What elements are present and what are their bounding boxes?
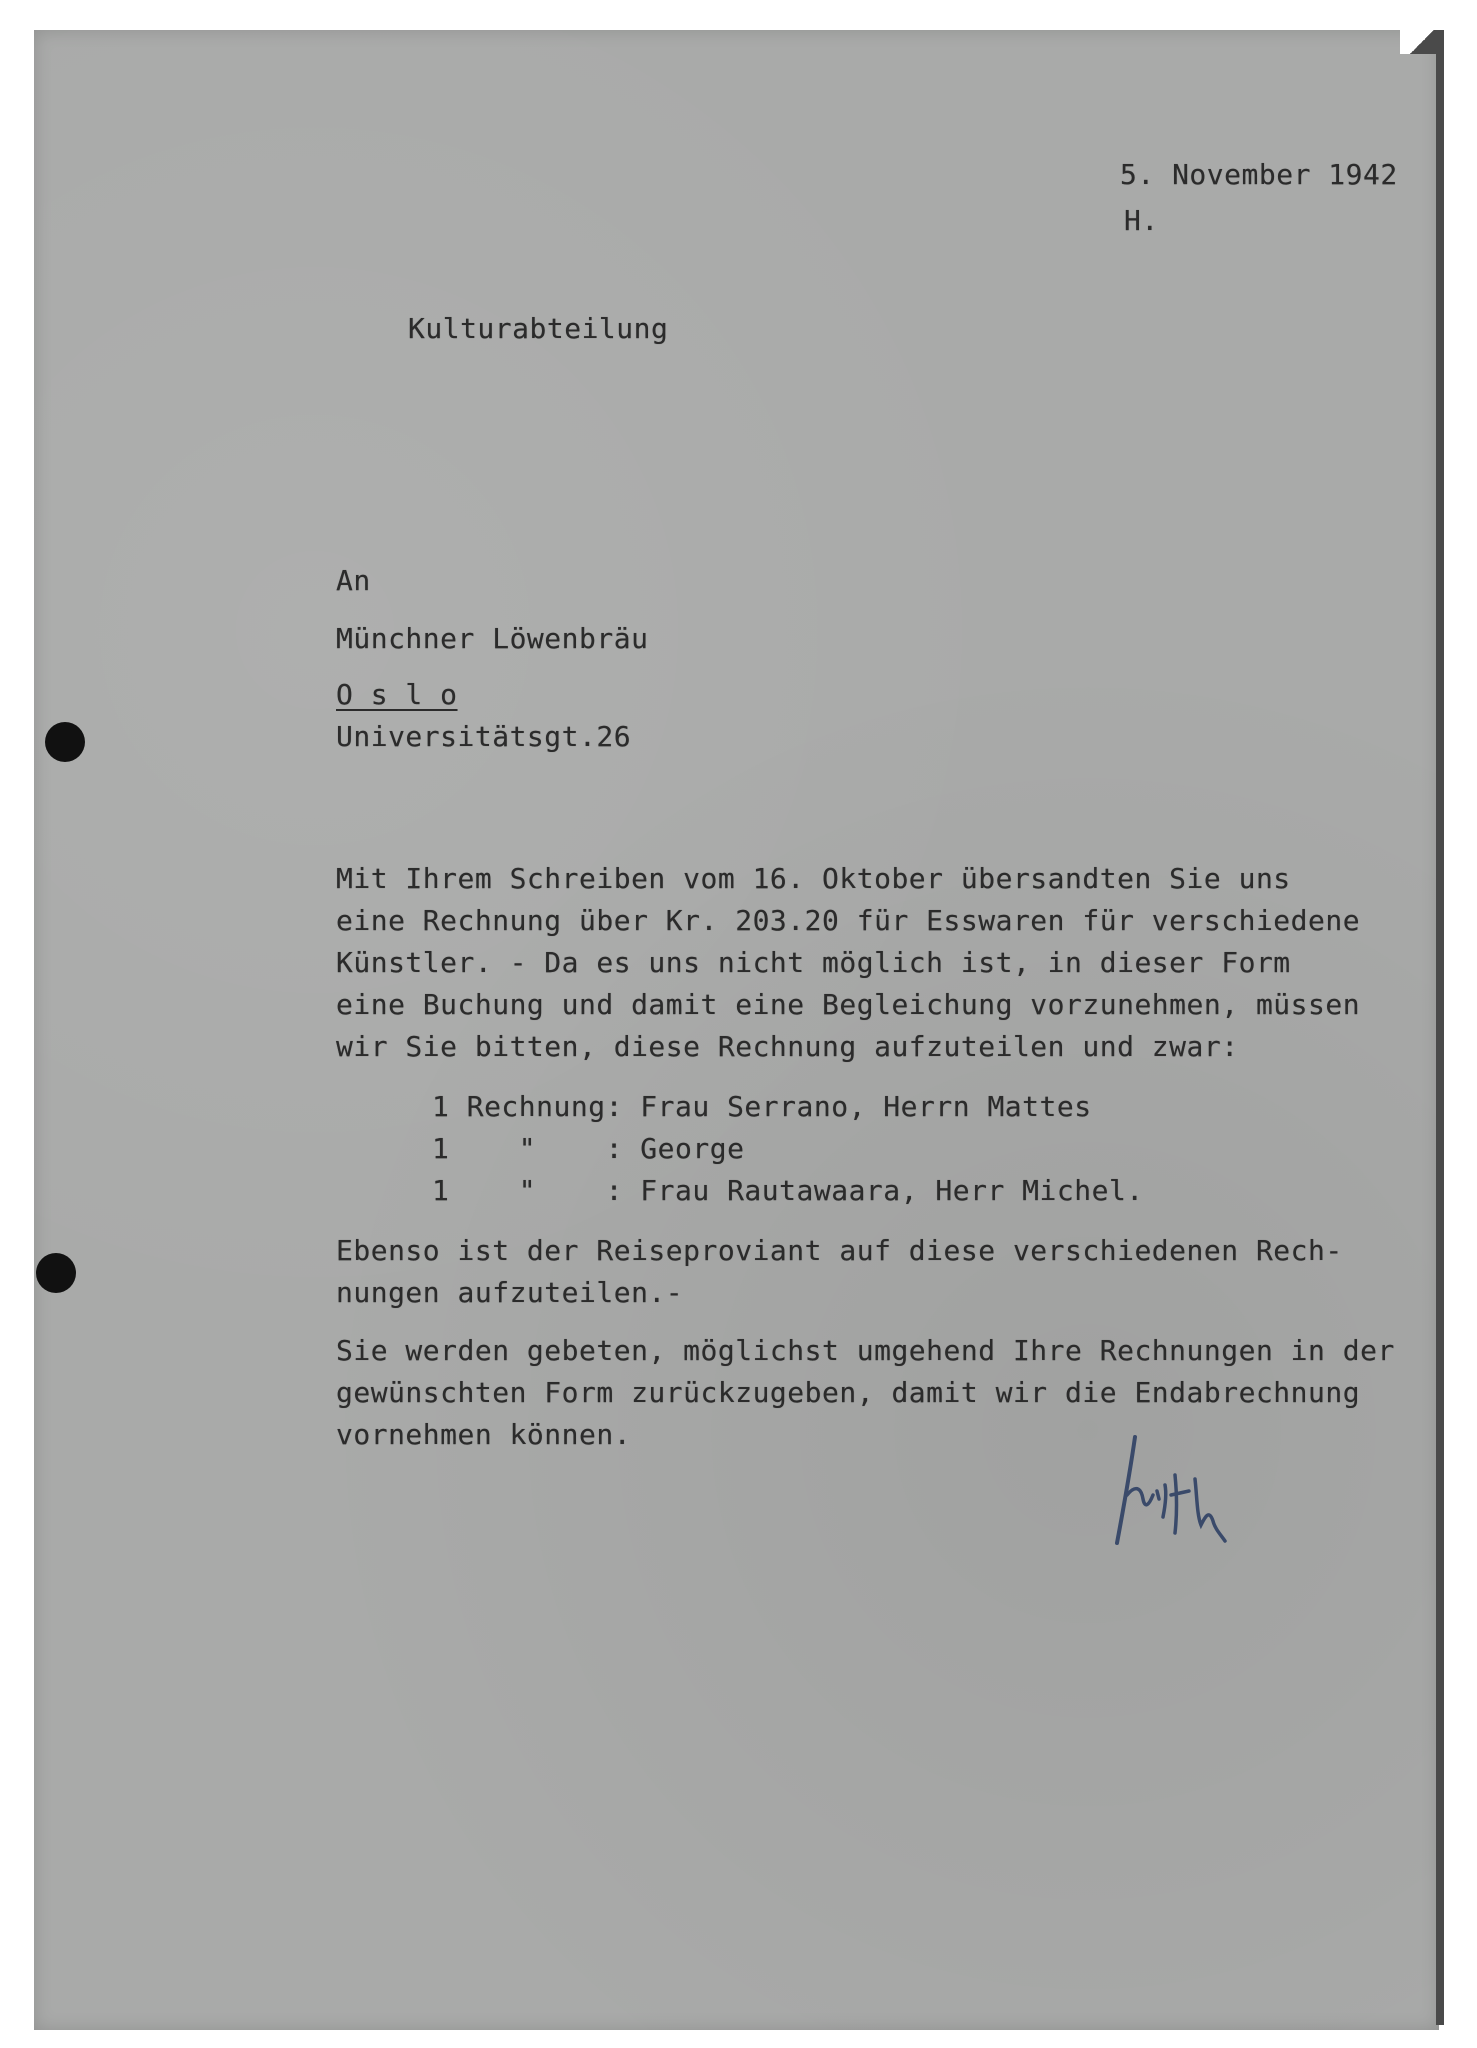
recipient-name: Münchner Löwenbräu — [336, 622, 649, 655]
body-line: eine Buchung und damit eine Begleichung vorzunehmen, müssen — [336, 988, 1361, 1021]
invoice-list-item: 1 Rechnung: Frau Serrano, Herrn Mattes — [432, 1090, 1092, 1123]
invoice-list-item: 1 " : George — [432, 1132, 745, 1165]
recipient-street: Universitätsgt.26 — [336, 720, 632, 753]
body-line: gewünschten Form zurückzugeben, damit wir die Endabrechnung — [336, 1376, 1361, 1409]
paper-edge-shadow — [1436, 50, 1444, 2025]
recipient-city: O s l o — [336, 678, 458, 711]
body-line: Mit Ihrem Schreiben vom 16. Oktober übersandten Sie uns — [336, 862, 1291, 895]
body-line: vornehmen können. — [336, 1418, 632, 1451]
invoice-list-item: 1 " : Frau Rautawaara, Herr Michel. — [432, 1174, 1144, 1207]
body-line: wir Sie bitten, diese Rechnung aufzuteilen und zwar: — [336, 1030, 1239, 1063]
recipient-prefix: An — [336, 564, 371, 597]
punch-hole-top — [45, 722, 85, 762]
paper-corner — [1400, 30, 1444, 54]
body-line: Künstler. - Da es uns nicht möglich ist, in dieser Form — [336, 946, 1291, 979]
body-line: Sie werden gebeten, möglichst umgehend Ihre Rechnungen in der — [336, 1334, 1395, 1367]
department-heading: Kulturabteilung — [408, 312, 669, 345]
punch-hole-bottom — [36, 1253, 76, 1293]
body-line: eine Rechnung über Kr. 203.20 für Esswaren für verschiedene — [336, 904, 1361, 937]
body-line: nungen aufzuteilen.- — [336, 1276, 684, 1309]
letter-initial: H. — [1124, 204, 1159, 237]
body-line: Ebenso ist der Reiseproviant auf diese verschiedenen Rech- — [336, 1234, 1343, 1267]
letter-date: 5. November 1942 — [1120, 158, 1398, 191]
handwritten-signature — [1105, 1425, 1235, 1555]
